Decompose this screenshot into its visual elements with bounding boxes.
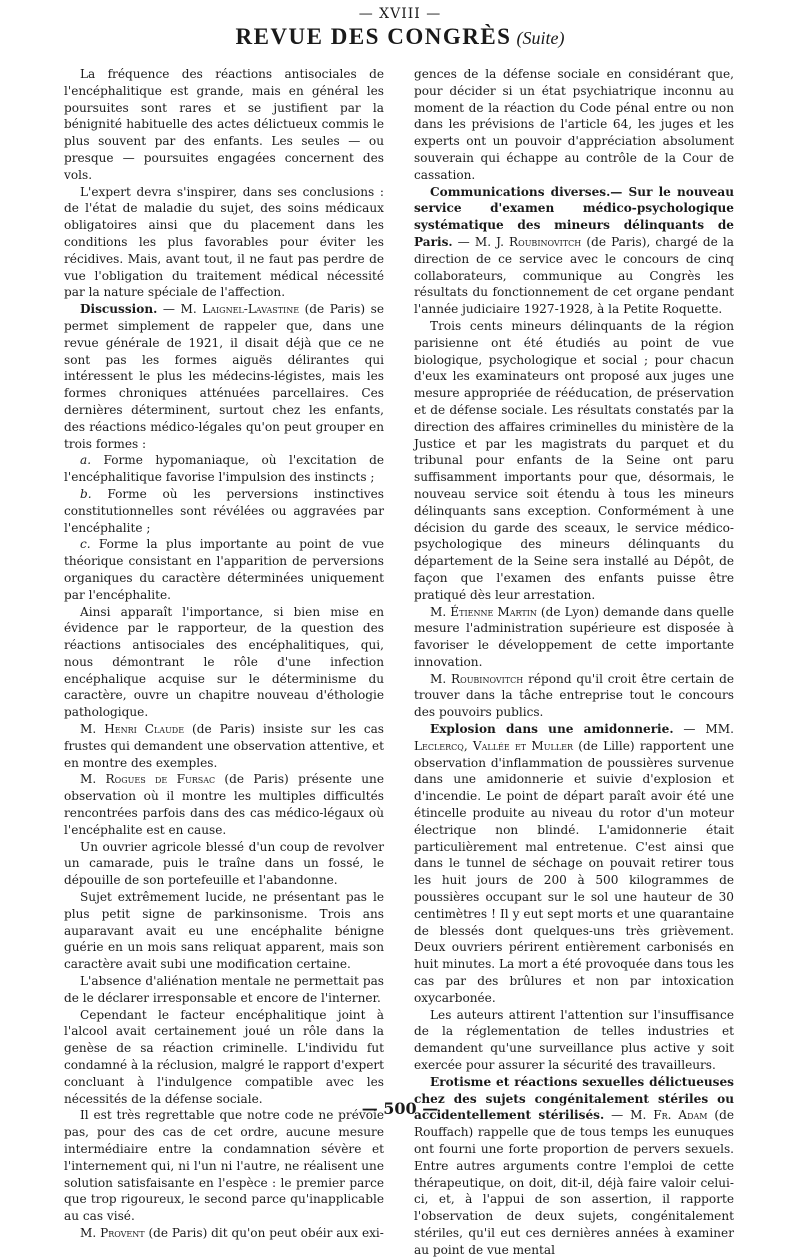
paragraph-text: répond qu'il croit être certain de trouver dans la tâche entreprise tout le concours des pouvoirs publics. (414, 671, 734, 720)
paragraph (414, 1007, 734, 1074)
author-name: — MM. Leclercq, Vallée et Muller (414, 722, 734, 753)
paragraph (64, 184, 384, 302)
section-lead: Erotisme et réactions sexuelles délictueuses chez des sujets congénitalement stériles ou accidentellement stérilisés. (414, 1074, 734, 1123)
paragraph-text: La fréquence des réactions antisociales de l'encéphalitique est grande, mais en général les poursuites sont rares et se justifient par la bénignité habituelle des actes délictueux commis le plus souvent par des enfants. Les seules — ou presque — poursuites engagées concernent des vols. (64, 67, 384, 182)
journal-section-title: REVUE DES CONGRÈS (235, 24, 512, 49)
author-name: M. Henri Claude (80, 722, 185, 737)
author-name: M. Étienne Martin (430, 604, 537, 619)
paragraph-text: (de Paris) insiste sur les cas frustes qui demandent une observation attentive, et en montre des exemples. (64, 722, 385, 770)
section-lead: Explosion dans une amidonnerie. (430, 722, 674, 737)
paragraph-text: Les auteurs attirent l'attention sur l'insuffisance de la réglementation de telles industries et demandent qu'une surveillance plus active y soit exercée pour assurer la sécurité des travailleurs. (414, 1007, 734, 1073)
list-label: c. (80, 537, 91, 552)
paragraph (64, 1107, 384, 1225)
page-title (0, 24, 800, 50)
paragraph (414, 721, 734, 1007)
paragraph-text: L'expert devra s'inspirer, dans ses conclusions : de l'état de maladie du sujet, des soins médicaux obligatoires ainsi que du placement dans les conditions les plus favorables pour éviter les récidives. Mais, avant tout, il ne faut pas perdre de vue l'obligation du traitement médical nécessité par la nature spéciale de l'affection. (64, 184, 384, 300)
author-name: M. Provent (80, 1225, 145, 1240)
paragraph-text: Forme la plus importante au point de vue théorique consistant en l'apparition de perversions organiques du caractère déterminées uniquement par l'encéphalite. (64, 537, 384, 602)
paragraph-text: Forme hypomaniaque, où l'excitation de l'encéphalitique favorise l'impulsion des instincts ; (64, 453, 384, 485)
author-name: — M. Fr. Adam (604, 1108, 708, 1123)
paragraph-text: (de Paris) présente une observation où il montre les multiples difficultés rencontrées parfois dans des cas médico-légaux où l'encéphalite est en cause. (64, 772, 384, 837)
list-label: b. (80, 486, 92, 501)
paragraph (414, 66, 734, 184)
section-lead: Discussion. (80, 302, 158, 317)
paragraph (64, 536, 384, 603)
paragraph (64, 486, 384, 536)
paragraph-text: (de Lille) rapportent une observation d'inflammation de poussières survenue dans une amidonnerie et suivie d'explosion et d'incendie. Le point de départ paraît avoir été une étincelle produite au niveau du rotor d'un moteur électrique non blindé. L'amidonnerie était particulièrement mal entretenue. C'est ainsi que dans le tunnel de séchage on pouvait retirer tous les huit jours de 200 à 500 kilogrammes de poussières occupant sur le sol une hauteur de 30 centimètres ! Il y eut sept morts et une quarantaine de blessés dont quelques-uns très grièvement. Deux ouvriers périrent entièrement carbonisés en huit minutes. La mort a été provoquée dans tous les cas par des brûlures et non par intoxication oxycarbonée. (414, 738, 734, 1005)
author-name: M. Roubinovitch (430, 671, 524, 686)
paragraph-text: (de Lyon) demande dans quelle mesure l'administration supérieure est disposée à favoriser le développement de cette importante innovation. (414, 604, 734, 669)
paragraph-text: Ainsi apparaît l'importance, si bien mise en évidence par le rapporteur, de la question des réactions antisociales des encéphalitiques, qui, nous démontrant le rôle d'une infection encéphalique acquise sur le déterminisme du caractère, ouvre un chapitre nouveau d'éthologie pathologique. (64, 604, 384, 720)
paragraph (64, 771, 384, 838)
page-number: — 500 — (361, 1099, 439, 1118)
paragraph-text: (de Paris) dit qu'on peut obéir aux exi- (144, 1225, 384, 1240)
paragraph (64, 1007, 384, 1108)
author-name: M. Rogues de Fursac (80, 772, 216, 787)
paragraph-text: Sujet extrêmement lucide, ne présentant pas le plus petit signe de parkinsonisme. Trois ans auparavant avait eu une encéphalite bénigne guérie en un mois sans reliquat apparent, mais son caractère avait subi une modification certaine. (64, 890, 384, 972)
paragraph (414, 671, 734, 721)
paragraph-text: Un ouvrier agricole blessé d'un coup de revolver un camarade, puis le traîne dans un fossé, le dépouille de son portefeuille et l'abandonne. (64, 839, 384, 888)
paragraph (64, 973, 384, 1007)
left-column (64, 66, 384, 1242)
paragraph-text: Cependant le facteur encéphalitique joint à l'alcool avait certainement joué un rôle dans la genèse de sa réaction criminelle. L'individu fut condamné à la réclusion, malgré le rapport d'expert concluant à l'indulgence compatible avec les nécessités de la défense sociale. (64, 1007, 384, 1106)
paragraph-text: (de Paris) se permet simplement de rappeler que, dans une revue générale de 1921, il disait déjà que ce ne sont pas les formes aiguës délirantes qui intéressent le plus les médecins-légistes, mais les formes chroniques atténuées parcellaires. Ces dernières déterminent, surtout chez les enfants, des réactions médico-légales qu'on peut grouper en trois formes : (64, 302, 384, 451)
paragraph (64, 604, 384, 722)
title-suite-label: (Suite) (516, 28, 565, 48)
paragraph-text: gences de la défense sociale en considérant que, pour décider si un état psychiatrique inconnu au moment de la réaction du Code pénal entre ou non dans les prévisions de l'article 64, les juges et les experts ont un pouvoir d'appréciation absolument souverain qui échappe au contrôle de la Cour de cassation. (414, 67, 734, 182)
paragraph-text: Forme où les perversions instinctives constitutionnelles sont révélées ou aggravées par l'encéphalite ; (64, 486, 384, 535)
paragraph (64, 839, 384, 889)
paragraph (414, 318, 734, 604)
paragraph-text: (de Rouffach) rappelle que de tous temps les eunuques ont fourni une forte proportion de pervers sexuels. Entre autres arguments contre l'emploi de cette thérapeutique, on doit, dit-il, déjà faire valoir celui-ci, et, à l'appui de son assertion, il rapporte l'observation de deux sujets, congénitalement stériles, qu'il eut ces dernières années à examiner au point de vue mental (414, 1108, 734, 1257)
paragraph-text: (de Paris), chargé de la direction de ce service avec le concours de cinq collaborateurs, communique au Congrès les résultats du fonctionnement de cet organe pendant l'année judiciaire 1927-1928, à la Petite Roquette. (414, 234, 734, 317)
paragraph: Discussion. — M. Laignel-Lavastine (de Paris) se permet simplement de rappeler que, dans une revue générale de 1921, il disait déjà que ce ne sont pas les formes aiguës délirantes qui intéressent le plus les médecins-légistes, mais les formes chroniques atténuées parcellaires. Ces dernières déterminent, surtout chez les enfants, des réactions médico-légales qu'on peut grouper en trois formes : (64, 302, 384, 451)
page-roman-number: — XVIII — (358, 6, 442, 22)
author-name: — M. J. Roubinovitch (452, 234, 582, 249)
list-label: a. (80, 453, 92, 468)
paragraph (64, 721, 384, 771)
paragraph (64, 452, 384, 486)
paragraph-text: Il est très regrettable que notre code ne prévoie pas, pour des cas de cet ordre, aucune mesure intermédiaire entre la condamnation sévère et l'internement qui, ni l'un ni l'autre, ne réalisent une solution satisfaisante en l'espèce : le premier parce que trop rigoureux, le second parce qu'inapplicable au cas visé. (64, 1108, 384, 1224)
right-column (414, 66, 734, 1259)
paragraph (414, 604, 734, 671)
paragraph (64, 889, 384, 973)
paragraph (414, 184, 734, 318)
author-name: M. Laignel-Lavastine (180, 302, 300, 317)
paragraph-text: L'absence d'aliénation mentale ne permettait pas de le déclarer irresponsable et encore de l'interner. (64, 974, 384, 1005)
paragraph-text: Trois cents mineurs délinquants de la région parisienne ont été étudiés au point de vue biologique, psychologique et social ; pour chacun d'eux les examinateurs ont proposé aux juges une mesure appropriée de rééducation, de préservation et de défense sociale. Les résultats constatés par la direction des affaires criminelles du ministère de la Justice et par les magistrats du parquet et du tribunal pour enfants de la Seine ont paru suffisamment importants pour que, désormais, le nouveau service soit étendu à tous les mineurs délinquants sans exception. Conformément à une décision du garde des sceaux, le service médico-psychologique des mineurs délinquants du département de la Seine sera installé au Dépôt, de façon que l'examen des enfants puisse être pratiqué dès leur arrestation. (414, 318, 734, 602)
section-lead: Communications diverses.— Sur le nouveau service d'examen médico-psychologique systématique des mineurs délinquants de Paris. (414, 184, 734, 249)
paragraph (64, 66, 384, 184)
paragraph (64, 1225, 384, 1242)
